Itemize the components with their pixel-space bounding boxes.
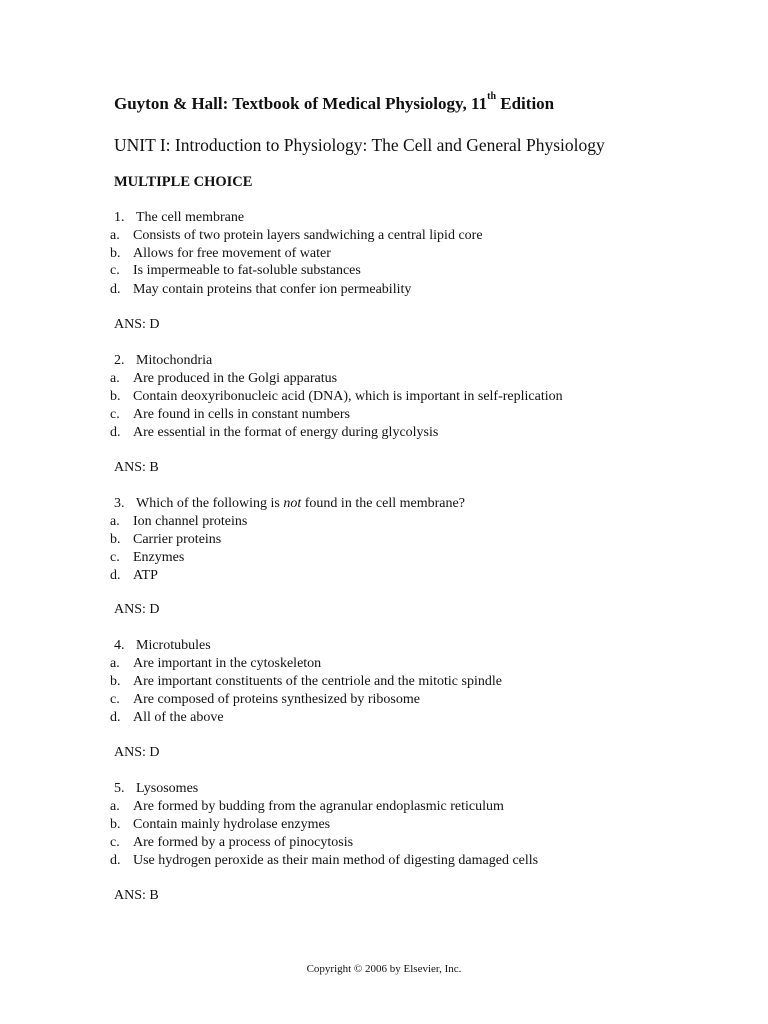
- question-stem: [114, 353, 212, 369]
- question-number: 5.: [114, 781, 125, 796]
- option-text: Are produced in the Golgi apparatus: [133, 371, 338, 386]
- option-letter: d.: [110, 282, 121, 297]
- option-letter: d.: [110, 425, 121, 440]
- option-text: Are important constituents of the centriole and the mitotic spindle: [133, 674, 502, 689]
- option-a: [110, 228, 483, 244]
- option-d: [110, 425, 438, 441]
- option-letter: b.: [110, 817, 121, 832]
- answer-line: ANS: D: [114, 317, 160, 332]
- option-text: Enzymes: [133, 550, 185, 565]
- question-stem: [114, 781, 198, 797]
- answer-line: ANS: B: [114, 460, 159, 475]
- question-text: Mitochondria: [136, 353, 213, 368]
- option-letter: d.: [110, 568, 121, 583]
- question-emphasis: not: [283, 496, 302, 511]
- option-d: [110, 853, 538, 869]
- option-text: Is impermeable to fat-soluble substances: [133, 263, 361, 278]
- question-text: Which of the following is: [136, 496, 284, 511]
- option-b: [110, 674, 502, 690]
- option-d: [110, 568, 158, 584]
- title-superscript: th: [487, 91, 497, 102]
- option-text: Are composed of proteins synthesized by ribosome: [133, 692, 420, 707]
- option-letter: c.: [110, 550, 120, 565]
- question-number: 4.: [114, 638, 125, 653]
- option-c: [110, 263, 361, 279]
- answer-line: ANS: D: [114, 602, 160, 617]
- option-letter: a.: [110, 371, 120, 386]
- option-a: [110, 656, 321, 672]
- option-a: [110, 799, 504, 815]
- title-end: Edition: [496, 94, 555, 113]
- option-letter: a.: [110, 799, 120, 814]
- option-text: Are found in cells in constant numbers: [133, 407, 350, 422]
- question-stem: [114, 638, 211, 654]
- option-text: Ion channel proteins: [133, 514, 248, 529]
- question-number: 2.: [114, 353, 125, 368]
- option-letter: a.: [110, 656, 120, 671]
- question-number: 1.: [114, 210, 125, 225]
- option-text: Contain deoxyribonucleic acid (DNA), which is important in self-replication: [133, 389, 563, 404]
- question-text-end: found in the cell membrane?: [301, 496, 465, 511]
- question-text: The cell membrane: [136, 210, 245, 225]
- option-b: [110, 389, 563, 405]
- question-text: Lysosomes: [136, 781, 199, 796]
- option-d: [110, 710, 224, 726]
- option-d: [110, 282, 411, 298]
- option-letter: c.: [110, 835, 120, 850]
- question-text: Microtubules: [136, 638, 211, 653]
- option-b: [110, 246, 331, 262]
- option-text: ATP: [133, 568, 158, 583]
- unit-heading: UNIT I: Introduction to Physiology: The Cell and General Physiology: [114, 135, 605, 155]
- option-text: Contain mainly hydrolase enzymes: [133, 817, 331, 832]
- option-letter: b.: [110, 389, 121, 404]
- option-text: Use hydrogen peroxide as their main method of digesting damaged cells: [133, 853, 539, 868]
- question-stem: [114, 496, 465, 512]
- option-a: [110, 514, 247, 530]
- document-title: [114, 91, 555, 114]
- question-stem: [114, 210, 244, 226]
- option-c: [110, 835, 353, 851]
- title-main: Guyton & Hall: Textbook of Medical Physiology, 11: [114, 94, 488, 113]
- option-letter: c.: [110, 692, 120, 707]
- option-letter: b.: [110, 674, 121, 689]
- option-letter: b.: [110, 246, 121, 261]
- option-text: Consists of two protein layers sandwiching a central lipid core: [133, 228, 483, 243]
- copyright-footer: Copyright © 2006 by Elsevier, Inc.: [306, 963, 462, 975]
- answer-line: ANS: B: [114, 888, 159, 903]
- option-text: Are essential in the format of energy during glycolysis: [133, 425, 439, 440]
- option-c: [110, 550, 184, 566]
- option-text: Carrier proteins: [133, 532, 222, 547]
- option-letter: c.: [110, 407, 120, 422]
- option-letter: b.: [110, 532, 121, 547]
- section-heading: MULTIPLE CHOICE: [114, 174, 253, 190]
- option-text: May contain proteins that confer ion permeability: [133, 282, 412, 297]
- option-c: [110, 692, 420, 708]
- answer-line: ANS: D: [114, 745, 160, 760]
- option-text: Are formed by a process of pinocytosis: [133, 835, 354, 850]
- question-number: 3.: [114, 496, 125, 511]
- option-letter: a.: [110, 228, 120, 243]
- option-letter: c.: [110, 263, 120, 278]
- option-b: [110, 532, 221, 548]
- option-a: [110, 371, 337, 387]
- option-letter: a.: [110, 514, 120, 529]
- option-text: Are formed by budding from the agranular endoplasmic reticulum: [133, 799, 504, 814]
- option-c: [110, 407, 350, 423]
- option-text: Are important in the cytoskeleton: [133, 656, 322, 671]
- option-b: [110, 817, 330, 833]
- option-letter: d.: [110, 710, 121, 725]
- option-letter: d.: [110, 853, 121, 868]
- option-text: All of the above: [133, 710, 224, 725]
- option-text: Allows for free movement of water: [133, 246, 331, 261]
